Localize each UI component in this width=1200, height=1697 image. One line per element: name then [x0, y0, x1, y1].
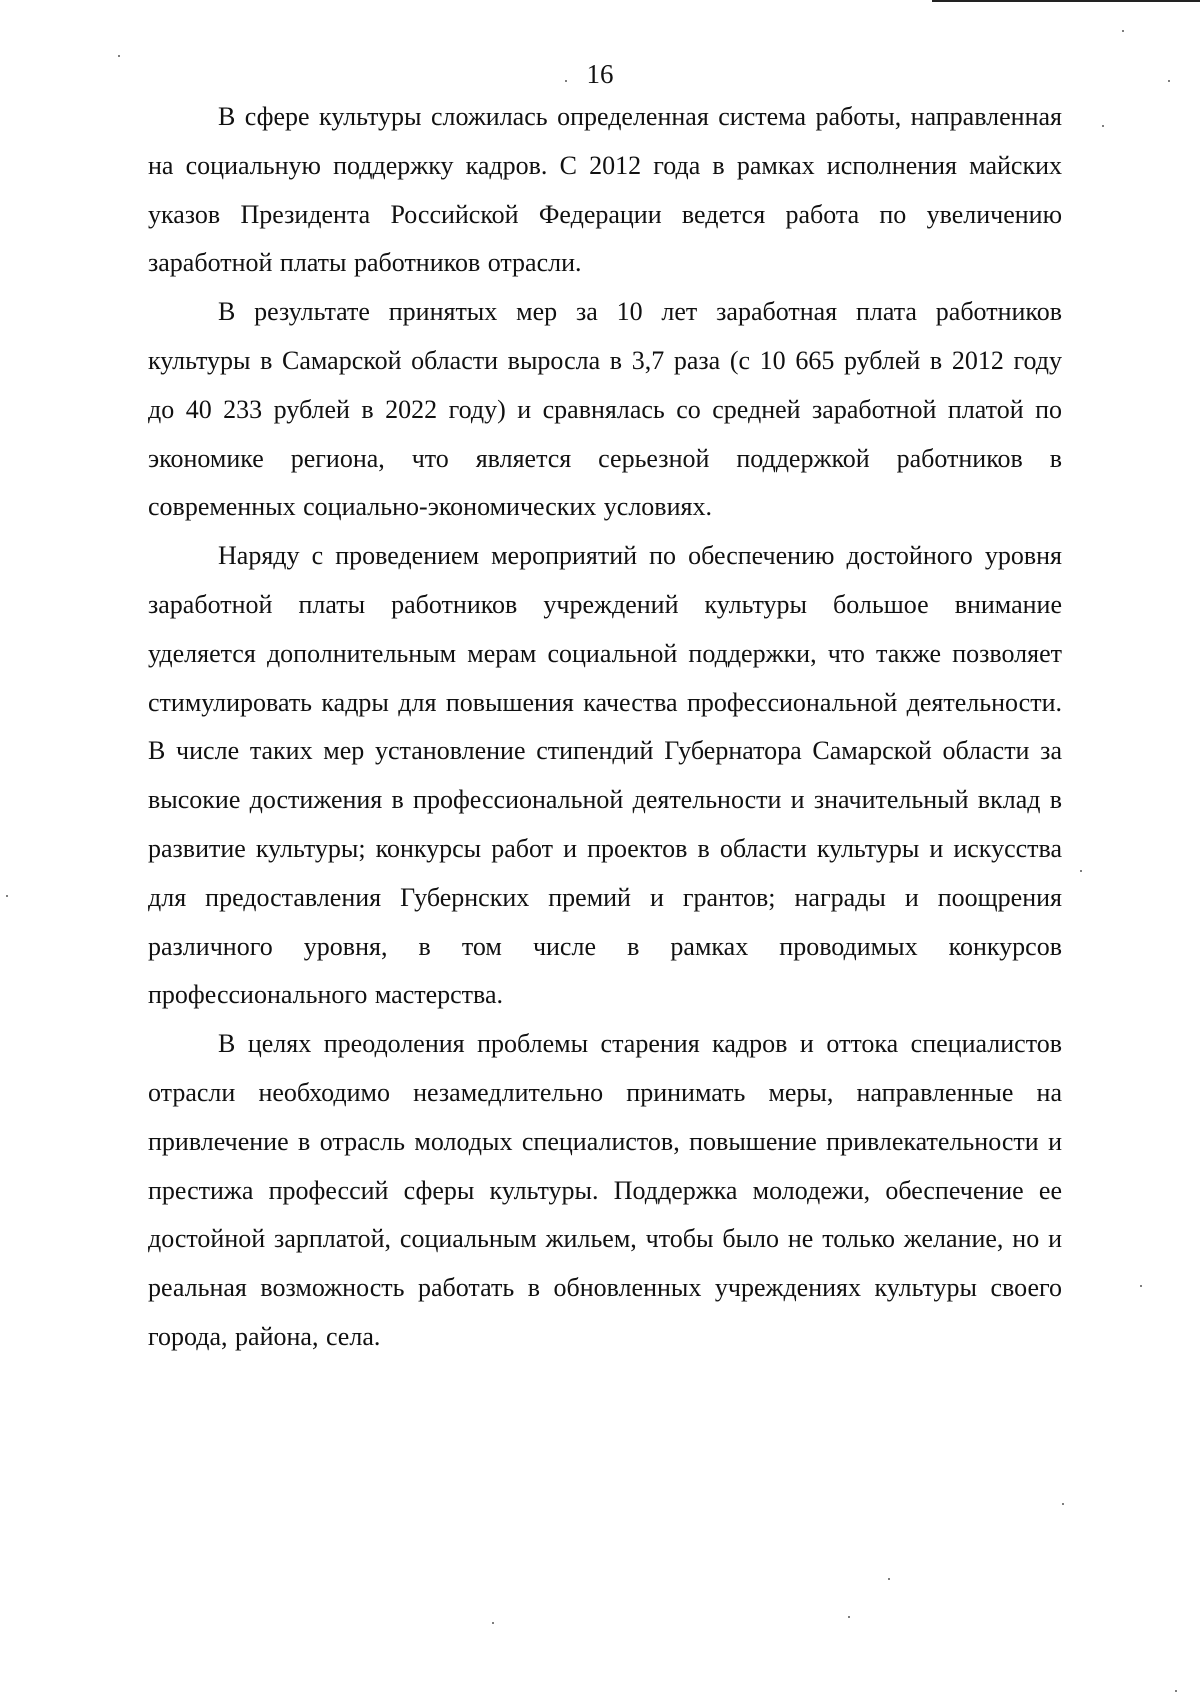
scan-speck [1122, 30, 1124, 32]
scan-speck [1102, 125, 1104, 127]
scan-speck [118, 55, 120, 57]
paragraph-salary-growth: В результате принятых мер за 10 лет заработная плата работников культуры в Самарской области выросла в 3,7 раза (с 10 665 рублей в 2012 году до 40 233 рублей в 2022 году) и сравнялась со средней заработной платой по экономике региона, что является серьезной поддержкой работников в современных социально-экономических условиях. [148, 297, 1062, 522]
scan-speck [6, 895, 8, 897]
scan-speck [848, 1616, 850, 1618]
scan-speck [565, 80, 567, 82]
scan-speck [492, 1622, 494, 1624]
paragraph-young-specialists: В целях преодоления проблемы старения кадров и оттока специалистов отрасли необходимо незамедлительно принимать меры, направленные на привлечение в отрасль молодых специалистов, повышение привлекательности и престижа профессий сферы культуры. Поддержка молодежи, обеспечение ее достойной зарплатой, социальным жильем, чтобы было не только желание, но и реальная возможность работать в обновленных учреждениях культуры своего города, района, села. [148, 1029, 1062, 1351]
document-body [148, 93, 1062, 1362]
scan-speck [1168, 80, 1170, 82]
paragraph-salary-system: В сфере культуры сложилась определенная система работы, направленная на социальную поддержку кадров. С 2012 года в рамках исполнения майских указов Президента Российской Федерации ведется работа по увеличению заработной платы работников отрасли. [148, 102, 1062, 278]
top-rule-divider [932, 0, 1200, 2]
scan-speck [1140, 1285, 1142, 1287]
scan-speck [1062, 1503, 1064, 1505]
scan-speck [888, 1578, 890, 1580]
scan-speck [1175, 1690, 1177, 1692]
scan-speck [1080, 870, 1082, 872]
paragraph-social-support: Наряду с проведением мероприятий по обеспечению достойного уровня заработной платы работников учреждений культуры большое внимание уделяется дополнительным мерам социальной поддержки, что также позволяет стимулировать кадры для повышения качества профессиональной деятельности. В числе таких мер установление стипендий Губернатора Самарской области за высокие достижения в профессиональной деятельности и значительный вклад в развитие культуры; конкурсы работ и проектов в области культуры и искусства для предоставления Губернских премий и грантов; награды и поощрения различного уровня, в том числе в рамках проводимых конкурсов профессионального мастерства. [148, 541, 1062, 1010]
page-number: 16 [586, 59, 614, 89]
